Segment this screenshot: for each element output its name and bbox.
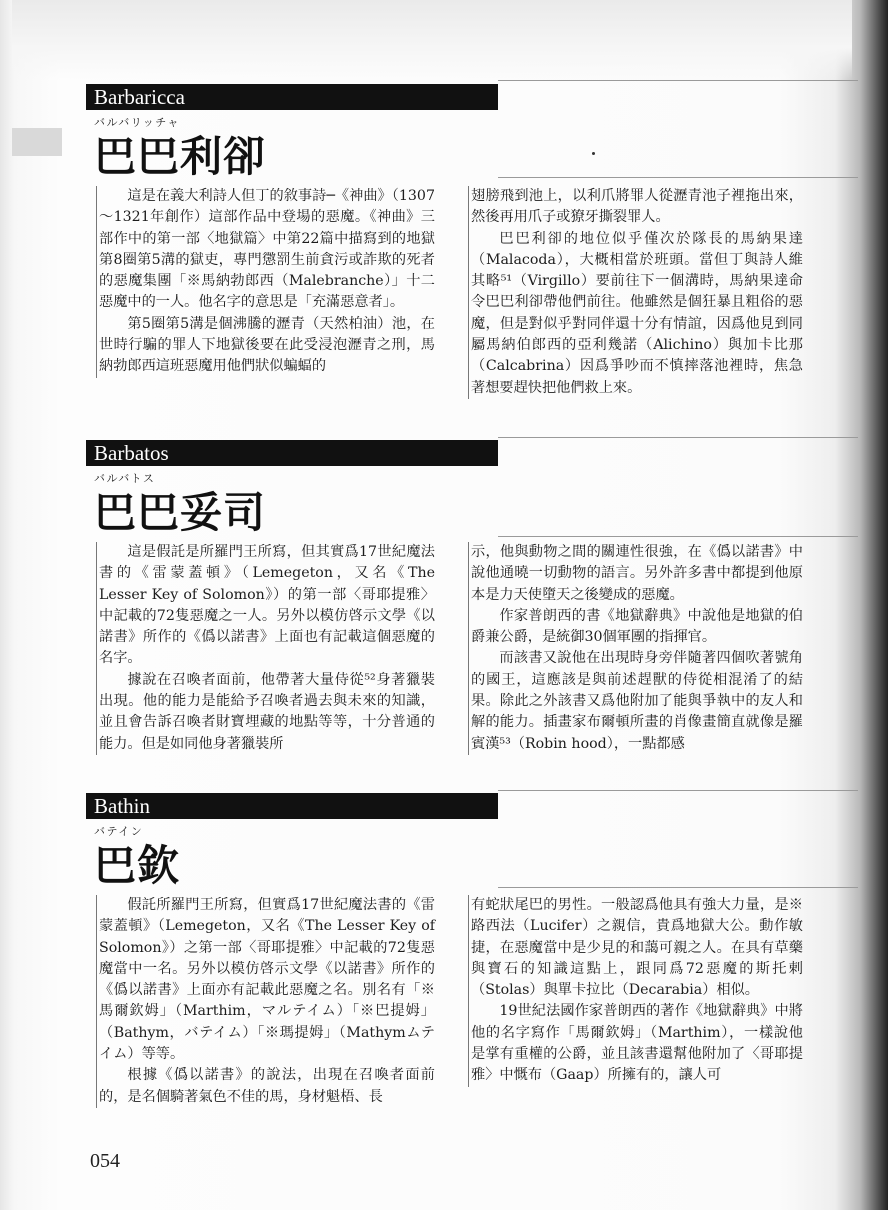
paragraph: 19世紀法國作家普朗西的著作《地獄辭典》中將他的名字寫作「馬爾欽姆」（Marthim），一樣說他是掌有重權的公爵，並且該書還幫他附加了〈哥耶提雅〉中慨布（Gaap）所擁有的，讓人可 bbox=[471, 1003, 803, 1084]
entry-name-zh: 巴巴利卻 bbox=[94, 132, 267, 181]
page-number: 054 bbox=[90, 1150, 120, 1172]
paragraph: 假託所羅門王所寫，但實爲17世紀魔法書的《雷蒙蓋頓》（Lemegeton，又名《The Lesser Key of Solomon》）之第一部〈哥耶提雅〉中記載的72隻惡魔當中一名。另外以模仿啓示文學《以諾書》所作的《僞以諾書》上面亦有記載此惡魔之名。別名有「※馬爾欽姆」（Marthim，マルテイム）「※巴提姆」（Bathym，バテイム）「※瑪提姆」（Mathymムテイム）等等。 bbox=[99, 897, 435, 1063]
entry-name-kana: バルバリッチャ bbox=[94, 116, 180, 129]
entry-name-en: Barbaricca bbox=[86, 84, 498, 110]
paragraph: 第5圈第5溝是個沸騰的瀝青（天然柏油）池，在世時行騙的罪人下地獄後要在此受浸泡瀝青之刑，馬納勃郎西這班惡魔用他們狀似蝙蝠的 bbox=[99, 315, 435, 375]
entry-right-column bbox=[468, 895, 803, 1087]
paragraph: 巴巴利卻的地位似乎僅次於隊長的馬納果達（Malacoda），大概相當於班頭。當但丁與詩人維其略⁵¹（Virgillo）要前往下一個溝時，馬納果達命令巴巴利卻帶他們前往。他雖然是個狂暴且粗俗的惡魔，但是對似乎對同伴還十分有情誼，因爲他見到同屬馬納伯郎西的亞利幾諾（Alichino）與加卡比那（Calcabrina）因爲爭吵而不慎摔落池裡時，焦急著想要趕快把他們救上來。 bbox=[471, 230, 803, 396]
paragraph: 有蛇狀尾巴的男性。一般認爲他具有強大力量，是※路西法（Lucifer）之親信，貴爲地獄大公。動作敏捷，在惡魔當中是少見的和藹可親之人。在具有草藥與寶石的知識這點上，跟同爲72惡魔的斯托剌（Stolas）與單卡拉比（Decarabia）相似。 bbox=[471, 897, 803, 999]
entry-left-column bbox=[96, 895, 435, 1108]
scan-shadow-band bbox=[12, 0, 852, 80]
paragraph: 示，他與動物之間的關連性很強，在《僞以諾書》中說他通曉一切動物的語言。另外許多書中都提到他原本是力天使墮天之後變成的惡魔。 bbox=[471, 544, 803, 603]
entry-left-column bbox=[96, 186, 435, 378]
paragraph: 根據《僞以諾書》的說法，出現在召喚者面前的，是名個騎著氣色不佳的馬，身材魁梧、長 bbox=[99, 1067, 435, 1105]
entry-name-en: Bathin bbox=[86, 793, 498, 819]
entry-bathin bbox=[86, 793, 846, 1133]
entry-right-column bbox=[468, 542, 803, 755]
entry-barbaricca bbox=[86, 84, 846, 424]
entry-name-zh: 巴欽 bbox=[94, 841, 181, 890]
entry-name-zh: 巴巴妥司 bbox=[94, 488, 267, 537]
paragraph: 據說在召喚者面前，他帶著大量侍從⁵²身著獵裝出現。他的能力是能給予召喚者過去與未來的知識，並且會告訴召喚者財寶埋藏的地點等等，十分普通的能力。但是如同他身著獵裝所 bbox=[99, 671, 435, 752]
paragraph: 這是在義大利詩人但丁的敘事詩─《神曲》（1307～1321年創作）這部作品中登場的惡魔。《神曲》三部作中的第一部〈地獄篇〉中第22篇中描寫到的地獄第8圈第5溝的獄吏，專門懲罰生前貪污或詐欺的死者的惡魔集團「※馬納勃郎西（Malebranche）」十二惡魔中的一人。他名字的意思是「充滿惡意者」。 bbox=[99, 188, 435, 311]
paragraph: 而該書又說他在出現時身旁伴隨著四個吹著號角的國王，這應該是與前述趕獸的侍從相混淆了的結果。除此之外該書又爲他附加了能與爭執中的友人和解的能力。插畫家布爾頓所畫的肖像畫簡直就像是羅賓漢⁵³（Robin hood），一點都感 bbox=[471, 650, 803, 752]
entry-top-rule bbox=[498, 790, 858, 791]
entry-right-column bbox=[468, 186, 803, 399]
paragraph: 翅膀飛到池上，以利爪將罪人從瀝青池子裡拖出來，然後再用爪子或獠牙撕裂罪人。 bbox=[471, 188, 803, 226]
paragraph: 作家普朗西的書《地獄辭典》中說他是地獄的伯爵兼公爵，是統御30個軍團的指揮官。 bbox=[471, 607, 803, 646]
entry-top-rule bbox=[498, 437, 858, 438]
scan-margin-mark bbox=[12, 128, 62, 156]
entry-name-kana: バルバトス bbox=[94, 472, 156, 485]
entry-barbatos bbox=[86, 440, 846, 780]
entry-name-kana: バテイン bbox=[94, 825, 144, 838]
entry-top-rule bbox=[498, 80, 858, 81]
paragraph: 這是假託是所羅門王所寫，但其實爲17世紀魔法書的《雷蒙蓋頓》（Lemegeton，又名《The Lesser Key of Solomon》）的第一部〈哥耶提雅〉中記載的72隻惡魔之一人。另外以模仿啓示文學《以諾書》所作的《僞以諾書》上面也有記載這個惡魔的名字。 bbox=[99, 544, 435, 667]
entry-name-en: Barbatos bbox=[86, 440, 498, 466]
entry-left-column bbox=[96, 542, 435, 755]
